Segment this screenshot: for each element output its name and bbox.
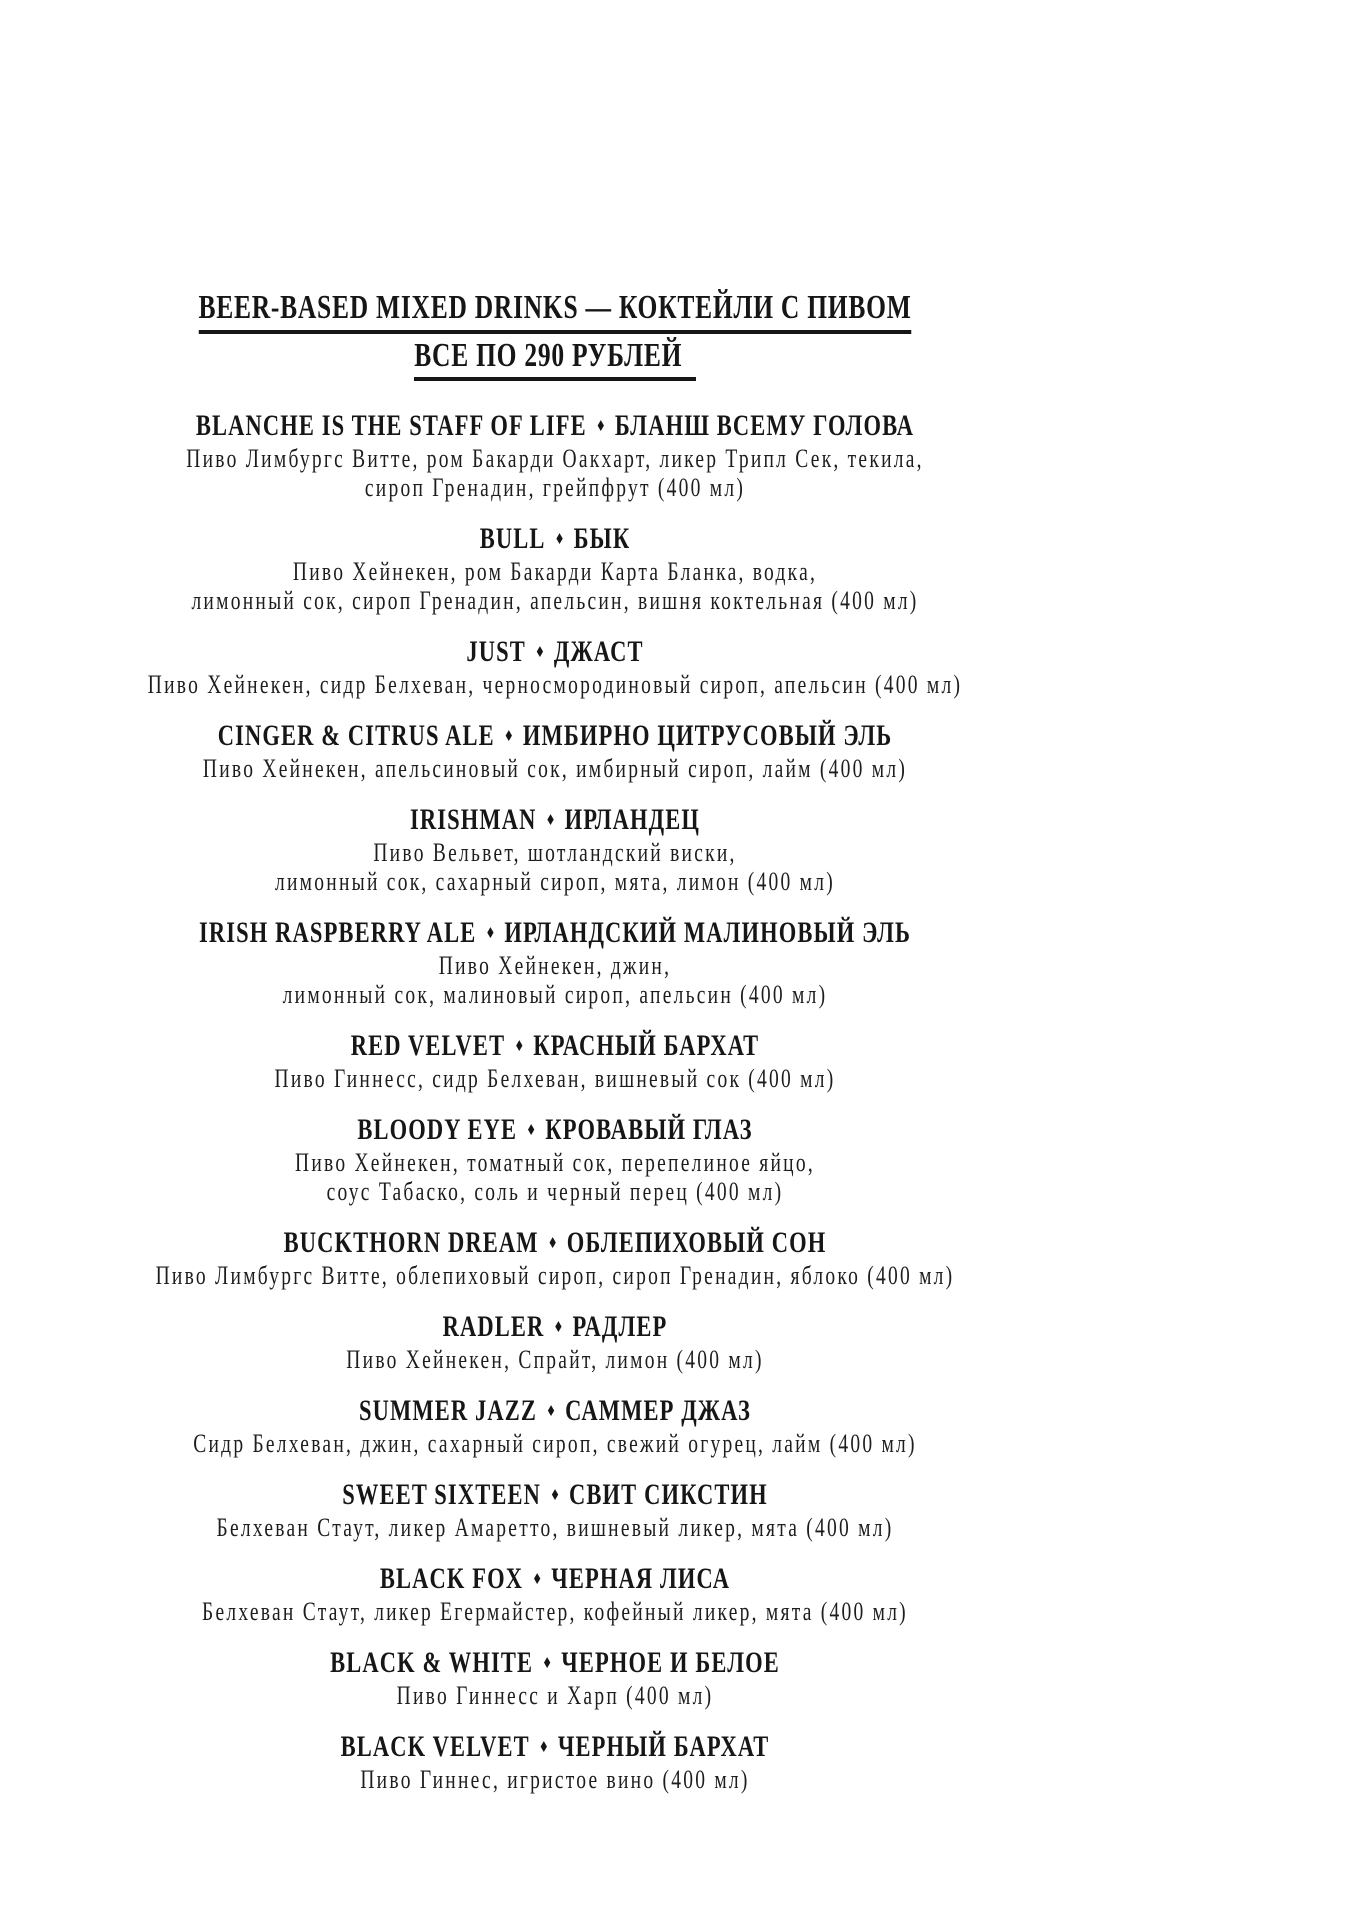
item-description-line: сироп Гренадин, грейпфрут (400 мл): [364, 473, 746, 503]
diamond-separator-icon: ♦: [553, 1318, 564, 1337]
menu-item: [68, 802, 1043, 896]
item-title: [68, 1561, 1043, 1597]
menu-item: [68, 1561, 1043, 1626]
diamond-separator-icon: ♦: [526, 1121, 537, 1140]
item-name-ru: СВИТ СИКСТИН: [569, 1478, 768, 1512]
diamond-separator-icon: ♦: [514, 1037, 525, 1056]
item-description-line: Пиво Гиннес, игристое вино (400 мл): [360, 1765, 750, 1795]
item-title: [68, 1028, 1043, 1064]
item-name-en: BUCKTHORN DREAM: [283, 1226, 539, 1260]
item-description-line: Пиво Гиннесс и Харп (400 мл): [396, 1681, 714, 1711]
menu-title-line1-text: BEER-BASED MIXED DRINKS — КОКТЕЙЛИ С ПИВОМ: [198, 290, 911, 334]
menu-item: [68, 718, 1043, 783]
diamond-separator-icon: ♦: [542, 1654, 553, 1673]
menu-title-line2-text: ВСЕ ПО 290 РУБЛЕЙ: [414, 338, 695, 382]
item-title: [68, 1729, 1043, 1765]
item-title: [68, 1393, 1043, 1429]
item-name-en: BLOODY EYE: [357, 1113, 518, 1147]
item-description-line: Пиво Хейнекен, джин,: [438, 951, 672, 981]
menu-title-line1: [68, 286, 1043, 334]
item-title: [68, 634, 1043, 670]
diamond-separator-icon: ♦: [538, 1738, 549, 1757]
menu-item: [68, 408, 1043, 502]
item-description-line: Пиво Лимбургс Витте, облепиховый сироп, сироп Гренадин, яблоко (400 мл): [155, 1261, 955, 1291]
diamond-separator-icon: ♦: [545, 811, 556, 830]
menu-item: [68, 1645, 1043, 1710]
item-description: [68, 1148, 1043, 1206]
item-name-ru: ОБЛЕПИХОВЫЙ СОН: [566, 1226, 827, 1260]
diamond-separator-icon: ♦: [549, 1486, 561, 1505]
item-description-line: Пиво Хейнекен, Спрайт, лимон (400 мл): [346, 1345, 764, 1375]
item-description: [68, 1597, 1043, 1626]
item-description: [68, 951, 1043, 1009]
item-description: [68, 838, 1043, 896]
item-name-ru: ЧЕРНОЕ И БЕЛОЕ: [561, 1646, 780, 1680]
item-description-line: Сидр Белхеван, джин, сахарный сироп, свежий огурец, лайм (400 мл): [193, 1429, 917, 1459]
diamond-separator-icon: ♦: [534, 643, 545, 662]
item-name-ru: ИРЛАНДЕЦ: [564, 803, 700, 837]
diamond-separator-icon: ♦: [595, 417, 606, 436]
item-name-ru: САММЕР ДЖАЗ: [565, 1394, 751, 1428]
item-title: [68, 915, 1043, 951]
menu-item: [68, 1225, 1043, 1290]
diamond-separator-icon: ♦: [547, 1234, 558, 1253]
diamond-separator-icon: ♦: [503, 727, 514, 746]
item-title: [68, 1112, 1043, 1148]
item-description: [68, 670, 1043, 699]
item-name-ru: РАДЛЕР: [572, 1310, 668, 1344]
item-description-line: Белхеван Стаут, ликер Амаретто, вишневый ликер, мята (400 мл): [216, 1513, 894, 1543]
item-description-line: Пиво Хейнекен, апельсиновый сок, имбирный сироп, лайм (400 мл): [202, 754, 908, 784]
item-name-en: RADLER: [442, 1310, 545, 1344]
item-description-line: Пиво Хейнекен, томатный сок, перепелиное яйцо,: [295, 1148, 815, 1178]
item-name-en: BLANCHE IS THE STAFF OF LIFE: [195, 409, 587, 443]
item-description-line: Пиво Хейнекен, сидр Белхеван, черносмородиновый сироп, апельсин (400 мл): [147, 670, 963, 700]
item-description: [68, 754, 1043, 783]
menu-item: [68, 1112, 1043, 1206]
item-name-ru: ДЖАСТ: [553, 635, 644, 669]
menu-item: [68, 915, 1043, 1009]
diamond-separator-icon: ♦: [485, 924, 496, 943]
item-description: [68, 1345, 1043, 1374]
item-name-ru: БЛАНШ ВСЕМУ ГОЛОВА: [614, 409, 915, 443]
item-description-line: Пиво Вельвет, шотландский виски,: [373, 838, 737, 868]
item-name-en: CINGER & CITRUS ALE: [217, 719, 495, 753]
item-description: [68, 444, 1043, 502]
item-title: [68, 1225, 1043, 1261]
item-description-line: Пиво Хейнекен, ром Бакарди Карта Бланка, водка,: [292, 557, 818, 587]
menu-item: [68, 1028, 1043, 1093]
item-title: [68, 521, 1043, 557]
item-name-en: BULL: [479, 522, 546, 556]
item-title: [68, 718, 1043, 754]
item-description-line: Пиво Лимбургс Витте, ром Бакарди Оакхарт, ликер Трипл Сек, текила,: [186, 444, 924, 474]
diamond-separator-icon: ♦: [554, 530, 565, 549]
menu-title-line2: [68, 334, 1043, 382]
item-name-ru: КРОВАВЫЙ ГЛАЗ: [545, 1113, 753, 1147]
item-name-en: JUST: [466, 635, 526, 669]
item-description: [68, 557, 1043, 615]
item-name-ru: ИРЛАНДСКИЙ МАЛИНОВЫЙ ЭЛЬ: [504, 916, 911, 950]
menu-item: [68, 634, 1043, 699]
beer-cocktails-menu: [68, 0, 1043, 1794]
item-name-en: BLACK & WHITE: [330, 1646, 534, 1680]
item-description-line: лимонный сок, малиновый сироп, апельсин (400 мл): [282, 980, 828, 1010]
menu-items: [68, 408, 1043, 1794]
item-name-en: BLACK VELVET: [340, 1730, 530, 1764]
item-description: [68, 1513, 1043, 1542]
item-name-ru: ЧЕРНЫЙ БАРХАТ: [557, 1730, 770, 1764]
item-description-line: Белхеван Стаут, ликер Егермайстер, кофейный ликер, мята (400 мл): [202, 1597, 908, 1627]
item-description: [68, 1261, 1043, 1290]
item-description: [68, 1429, 1043, 1458]
item-description-line: Пиво Гиннесс, сидр Белхеван, вишневый сок (400 мл): [274, 1064, 836, 1094]
item-title: [68, 1645, 1043, 1681]
item-name-en: IRISH RASPBERRY ALE: [199, 916, 477, 950]
item-name-en: SWEET SIXTEEN: [342, 1478, 541, 1512]
item-name-ru: КРАСНЫЙ БАРХАТ: [533, 1029, 760, 1063]
diamond-separator-icon: ♦: [532, 1570, 543, 1589]
item-description-line: лимонный сок, сахарный сироп, мята, лимон (400 мл): [275, 867, 835, 897]
menu-item: [68, 1729, 1043, 1794]
item-name-en: RED VELVET: [350, 1029, 506, 1063]
menu-item: [68, 521, 1043, 615]
item-name-ru: ЧЕРНАЯ ЛИСА: [551, 1562, 731, 1596]
item-description: [68, 1681, 1043, 1710]
item-description: [68, 1064, 1043, 1093]
item-name-ru: ИМБИРНО ЦИТРУСОВЫЙ ЭЛЬ: [522, 719, 893, 753]
menu-item: [68, 1477, 1043, 1542]
item-description-line: лимонный сок, сироп Гренадин, апельсин, вишня коктельная (400 мл): [191, 586, 919, 616]
menu-item: [68, 1393, 1043, 1458]
item-title: [68, 1309, 1043, 1345]
menu-item: [68, 1309, 1043, 1374]
diamond-separator-icon: ♦: [546, 1402, 557, 1421]
item-name-en: IRISHMAN: [410, 803, 537, 837]
item-name-en: SUMMER JAZZ: [359, 1394, 538, 1428]
item-description: [68, 1765, 1043, 1794]
menu-header: [68, 286, 1043, 381]
item-name-ru: БЫК: [573, 522, 631, 556]
item-title: [68, 802, 1043, 838]
item-description-line: соус Табаско, соль и черный перец (400 мл): [326, 1177, 784, 1207]
item-title: [68, 408, 1043, 444]
item-title: [68, 1477, 1043, 1513]
item-name-en: BLACK FOX: [379, 1562, 524, 1596]
